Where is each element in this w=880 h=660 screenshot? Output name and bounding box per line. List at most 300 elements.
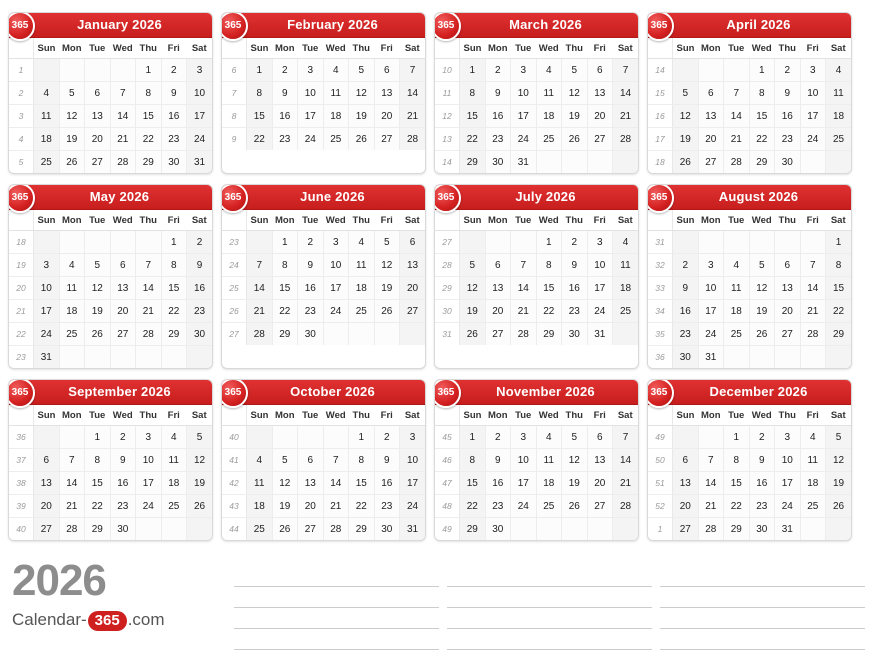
day-cell[interactable]: 11 [613,254,639,277]
day-cell[interactable]: 18 [247,495,273,518]
day-cell[interactable]: 30 [562,323,588,346]
day-cell[interactable]: 23 [161,128,187,151]
day-cell[interactable]: 4 [536,426,562,449]
note-line[interactable] [234,587,439,608]
day-cell[interactable]: 4 [826,59,852,82]
day-cell[interactable]: 25 [536,128,562,151]
day-cell[interactable]: 15 [136,105,162,128]
day-cell[interactable]: 3 [34,254,60,277]
day-cell[interactable]: 4 [724,254,750,277]
day-cell[interactable]: 16 [272,105,298,128]
day-cell[interactable]: 28 [110,151,136,174]
day-cell[interactable]: 23 [775,128,801,151]
day-cell[interactable]: 19 [59,128,85,151]
day-cell[interactable]: 14 [613,449,639,472]
day-cell[interactable]: 20 [110,300,136,323]
day-cell[interactable]: 8 [536,254,562,277]
day-cell[interactable]: 23 [485,495,511,518]
day-cell[interactable]: 7 [613,59,639,82]
day-cell[interactable]: 25 [800,495,826,518]
day-cell[interactable]: 30 [374,518,400,541]
day-cell[interactable]: 30 [775,151,801,174]
day-cell[interactable]: 10 [187,82,213,105]
day-cell[interactable]: 11 [247,472,273,495]
day-cell[interactable]: 14 [323,472,349,495]
day-cell[interactable]: 10 [698,277,724,300]
day-cell[interactable]: 20 [775,300,801,323]
day-cell[interactable]: 16 [485,105,511,128]
day-cell[interactable]: 11 [826,82,852,105]
day-cell[interactable]: 24 [136,495,162,518]
day-cell[interactable]: 18 [349,277,375,300]
day-cell[interactable]: 28 [511,323,537,346]
day-cell[interactable]: 2 [562,231,588,254]
day-cell[interactable]: 23 [110,495,136,518]
day-cell[interactable]: 3 [298,59,324,82]
day-cell[interactable]: 24 [298,128,324,151]
day-cell[interactable]: 17 [400,472,426,495]
day-cell[interactable]: 3 [775,426,801,449]
day-cell[interactable]: 16 [298,277,324,300]
day-cell[interactable]: 11 [536,82,562,105]
day-cell[interactable]: 13 [587,449,613,472]
day-cell[interactable]: 20 [85,128,111,151]
day-cell[interactable]: 4 [34,82,60,105]
day-cell[interactable]: 15 [460,105,486,128]
day-cell[interactable]: 5 [826,426,852,449]
day-cell[interactable]: 6 [85,82,111,105]
day-cell[interactable]: 1 [460,59,486,82]
day-cell[interactable]: 16 [775,105,801,128]
day-cell[interactable]: 28 [136,323,162,346]
day-cell[interactable]: 21 [136,300,162,323]
day-cell[interactable]: 29 [460,151,486,174]
day-cell[interactable]: 26 [562,128,588,151]
day-cell[interactable]: 29 [460,518,486,541]
day-cell[interactable]: 2 [374,426,400,449]
day-cell[interactable]: 14 [247,277,273,300]
day-cell[interactable]: 21 [511,300,537,323]
day-cell[interactable]: 24 [587,300,613,323]
day-cell[interactable]: 4 [800,426,826,449]
day-cell[interactable]: 28 [323,518,349,541]
day-cell[interactable]: 28 [247,323,273,346]
day-cell[interactable]: 4 [323,59,349,82]
day-cell[interactable]: 19 [85,300,111,323]
day-cell[interactable]: 24 [698,323,724,346]
day-cell[interactable]: 1 [272,231,298,254]
day-cell[interactable]: 29 [272,323,298,346]
day-cell[interactable]: 22 [349,495,375,518]
day-cell[interactable]: 3 [698,254,724,277]
day-cell[interactable]: 26 [460,323,486,346]
day-cell[interactable]: 12 [826,449,852,472]
day-cell[interactable]: 22 [460,128,486,151]
day-cell[interactable]: 22 [247,128,273,151]
day-cell[interactable]: 25 [247,518,273,541]
day-cell[interactable]: 3 [187,59,213,82]
day-cell[interactable]: 15 [247,105,273,128]
day-cell[interactable]: 2 [775,59,801,82]
day-cell[interactable]: 19 [272,495,298,518]
day-cell[interactable]: 27 [85,151,111,174]
day-cell[interactable]: 28 [59,518,85,541]
day-cell[interactable]: 11 [724,277,750,300]
day-cell[interactable]: 9 [749,449,775,472]
note-line[interactable] [234,629,439,650]
day-cell[interactable]: 14 [613,82,639,105]
day-cell[interactable]: 26 [85,323,111,346]
day-cell[interactable]: 19 [349,105,375,128]
day-cell[interactable]: 8 [85,449,111,472]
day-cell[interactable]: 15 [349,472,375,495]
day-cell[interactable]: 20 [587,105,613,128]
day-cell[interactable]: 11 [34,105,60,128]
day-cell[interactable]: 7 [698,449,724,472]
day-cell[interactable]: 31 [698,346,724,369]
day-cell[interactable]: 20 [673,495,699,518]
day-cell[interactable]: 8 [460,449,486,472]
day-cell[interactable]: 1 [136,59,162,82]
day-cell[interactable]: 25 [349,300,375,323]
day-cell[interactable]: 8 [749,82,775,105]
day-cell[interactable]: 22 [272,300,298,323]
day-cell[interactable]: 14 [400,82,426,105]
day-cell[interactable]: 1 [460,426,486,449]
day-cell[interactable]: 15 [460,472,486,495]
day-cell[interactable]: 7 [59,449,85,472]
day-cell[interactable]: 18 [800,472,826,495]
day-cell[interactable]: 7 [613,426,639,449]
day-cell[interactable]: 16 [673,300,699,323]
day-cell[interactable]: 17 [800,105,826,128]
day-cell[interactable]: 23 [749,495,775,518]
note-line[interactable] [660,566,865,587]
day-cell[interactable]: 7 [136,254,162,277]
day-cell[interactable]: 3 [400,426,426,449]
day-cell[interactable]: 23 [272,128,298,151]
day-cell[interactable]: 26 [374,300,400,323]
day-cell[interactable]: 19 [374,277,400,300]
day-cell[interactable]: 7 [400,59,426,82]
day-cell[interactable]: 23 [673,323,699,346]
day-cell[interactable]: 10 [800,82,826,105]
day-cell[interactable]: 9 [110,449,136,472]
day-cell[interactable]: 20 [374,105,400,128]
day-cell[interactable]: 6 [400,231,426,254]
day-cell[interactable]: 6 [587,59,613,82]
day-cell[interactable]: 11 [800,449,826,472]
day-cell[interactable]: 4 [613,231,639,254]
day-cell[interactable]: 6 [34,449,60,472]
day-cell[interactable]: 16 [161,105,187,128]
day-cell[interactable]: 11 [161,449,187,472]
day-cell[interactable]: 1 [247,59,273,82]
day-cell[interactable]: 13 [110,277,136,300]
day-cell[interactable]: 13 [400,254,426,277]
day-cell[interactable]: 5 [562,426,588,449]
day-cell[interactable]: 28 [613,495,639,518]
day-cell[interactable]: 9 [272,82,298,105]
day-cell[interactable]: 18 [826,105,852,128]
day-cell[interactable]: 29 [724,518,750,541]
day-cell[interactable]: 24 [323,300,349,323]
day-cell[interactable]: 9 [187,254,213,277]
day-cell[interactable]: 4 [349,231,375,254]
day-cell[interactable]: 27 [698,151,724,174]
day-cell[interactable]: 23 [374,495,400,518]
day-cell[interactable]: 13 [673,472,699,495]
day-cell[interactable]: 20 [485,300,511,323]
day-cell[interactable]: 18 [34,128,60,151]
day-cell[interactable]: 14 [800,277,826,300]
day-cell[interactable]: 21 [800,300,826,323]
day-cell[interactable]: 5 [673,82,699,105]
day-cell[interactable]: 12 [187,449,213,472]
day-cell[interactable]: 13 [485,277,511,300]
day-cell[interactable]: 5 [85,254,111,277]
note-line[interactable] [660,587,865,608]
day-cell[interactable]: 1 [161,231,187,254]
day-cell[interactable]: 17 [511,472,537,495]
day-cell[interactable]: 2 [110,426,136,449]
day-cell[interactable]: 7 [511,254,537,277]
day-cell[interactable]: 8 [349,449,375,472]
day-cell[interactable]: 28 [400,128,426,151]
day-cell[interactable]: 18 [59,300,85,323]
day-cell[interactable]: 13 [298,472,324,495]
day-cell[interactable]: 3 [136,426,162,449]
day-cell[interactable]: 28 [724,151,750,174]
day-cell[interactable]: 24 [34,323,60,346]
day-cell[interactable]: 31 [400,518,426,541]
day-cell[interactable]: 24 [400,495,426,518]
day-cell[interactable]: 15 [826,277,852,300]
day-cell[interactable]: 5 [374,231,400,254]
day-cell[interactable]: 25 [536,495,562,518]
day-cell[interactable]: 27 [587,128,613,151]
day-cell[interactable]: 3 [511,426,537,449]
day-cell[interactable]: 4 [536,59,562,82]
day-cell[interactable]: 20 [400,277,426,300]
day-cell[interactable]: 10 [775,449,801,472]
day-cell[interactable]: 15 [749,105,775,128]
day-cell[interactable]: 9 [673,277,699,300]
day-cell[interactable]: 16 [374,472,400,495]
note-line[interactable] [660,608,865,629]
day-cell[interactable]: 9 [161,82,187,105]
day-cell[interactable]: 6 [587,426,613,449]
day-cell[interactable]: 17 [323,277,349,300]
note-line[interactable] [234,608,439,629]
day-cell[interactable]: 2 [485,59,511,82]
day-cell[interactable]: 8 [826,254,852,277]
brand-logo[interactable] [12,610,165,631]
day-cell[interactable]: 29 [161,323,187,346]
day-cell[interactable]: 20 [298,495,324,518]
day-cell[interactable]: 10 [34,277,60,300]
day-cell[interactable]: 7 [800,254,826,277]
day-cell[interactable]: 30 [673,346,699,369]
day-cell[interactable]: 27 [400,300,426,323]
day-cell[interactable]: 29 [136,151,162,174]
day-cell[interactable]: 29 [749,151,775,174]
day-cell[interactable]: 29 [826,323,852,346]
day-cell[interactable]: 21 [323,495,349,518]
day-cell[interactable]: 13 [34,472,60,495]
day-cell[interactable]: 5 [562,59,588,82]
day-cell[interactable]: 20 [34,495,60,518]
day-cell[interactable]: 12 [749,277,775,300]
day-cell[interactable]: 5 [187,426,213,449]
day-cell[interactable]: 27 [34,518,60,541]
day-cell[interactable]: 17 [187,105,213,128]
day-cell[interactable]: 17 [511,105,537,128]
day-cell[interactable]: 31 [187,151,213,174]
day-cell[interactable]: 25 [161,495,187,518]
day-cell[interactable]: 6 [485,254,511,277]
day-cell[interactable]: 8 [460,82,486,105]
day-cell[interactable]: 1 [724,426,750,449]
day-cell[interactable]: 25 [323,128,349,151]
day-cell[interactable]: 17 [298,105,324,128]
day-cell[interactable]: 2 [485,426,511,449]
day-cell[interactable]: 3 [511,59,537,82]
day-cell[interactable]: 13 [698,105,724,128]
day-cell[interactable]: 16 [749,472,775,495]
day-cell[interactable]: 5 [59,82,85,105]
day-cell[interactable]: 29 [349,518,375,541]
day-cell[interactable]: 26 [673,151,699,174]
day-cell[interactable]: 30 [485,151,511,174]
day-cell[interactable]: 3 [587,231,613,254]
day-cell[interactable]: 31 [775,518,801,541]
day-cell[interactable]: 24 [511,495,537,518]
day-cell[interactable]: 7 [247,254,273,277]
day-cell[interactable]: 3 [800,59,826,82]
day-cell[interactable]: 18 [323,105,349,128]
day-cell[interactable]: 19 [826,472,852,495]
day-cell[interactable]: 11 [349,254,375,277]
day-cell[interactable]: 25 [59,323,85,346]
day-cell[interactable]: 1 [85,426,111,449]
day-cell[interactable]: 12 [59,105,85,128]
day-cell[interactable]: 15 [161,277,187,300]
day-cell[interactable]: 1 [536,231,562,254]
day-cell[interactable]: 22 [85,495,111,518]
day-cell[interactable]: 2 [161,59,187,82]
day-cell[interactable]: 24 [511,128,537,151]
day-cell[interactable]: 15 [536,277,562,300]
day-cell[interactable]: 12 [349,82,375,105]
day-cell[interactable]: 22 [749,128,775,151]
day-cell[interactable]: 23 [562,300,588,323]
day-cell[interactable]: 16 [485,472,511,495]
day-cell[interactable]: 8 [272,254,298,277]
day-cell[interactable]: 13 [587,82,613,105]
day-cell[interactable]: 6 [673,449,699,472]
day-cell[interactable]: 22 [826,300,852,323]
day-cell[interactable]: 25 [826,128,852,151]
day-cell[interactable]: 30 [110,518,136,541]
day-cell[interactable]: 1 [349,426,375,449]
day-cell[interactable]: 15 [85,472,111,495]
note-line[interactable] [234,566,439,587]
day-cell[interactable]: 26 [562,495,588,518]
day-cell[interactable]: 18 [536,472,562,495]
day-cell[interactable]: 19 [749,300,775,323]
day-cell[interactable]: 5 [460,254,486,277]
day-cell[interactable]: 28 [698,518,724,541]
day-cell[interactable]: 14 [724,105,750,128]
day-cell[interactable]: 10 [298,82,324,105]
day-cell[interactable]: 9 [562,254,588,277]
day-cell[interactable]: 27 [673,518,699,541]
day-cell[interactable]: 27 [298,518,324,541]
day-cell[interactable]: 6 [110,254,136,277]
day-cell[interactable]: 12 [673,105,699,128]
day-cell[interactable]: 18 [161,472,187,495]
day-cell[interactable]: 22 [161,300,187,323]
day-cell[interactable]: 26 [187,495,213,518]
day-cell[interactable]: 27 [374,128,400,151]
day-cell[interactable]: 12 [85,277,111,300]
day-cell[interactable]: 22 [536,300,562,323]
day-cell[interactable]: 1 [749,59,775,82]
day-cell[interactable]: 17 [34,300,60,323]
day-cell[interactable]: 2 [673,254,699,277]
note-line[interactable] [660,629,865,650]
day-cell[interactable]: 23 [187,300,213,323]
day-cell[interactable]: 11 [59,277,85,300]
day-cell[interactable]: 2 [187,231,213,254]
day-cell[interactable]: 27 [110,323,136,346]
day-cell[interactable]: 13 [85,105,111,128]
day-cell[interactable]: 25 [724,323,750,346]
day-cell[interactable]: 17 [698,300,724,323]
day-cell[interactable]: 24 [800,128,826,151]
day-cell[interactable]: 19 [460,300,486,323]
day-cell[interactable]: 2 [272,59,298,82]
day-cell[interactable]: 21 [698,495,724,518]
day-cell[interactable]: 8 [247,82,273,105]
day-cell[interactable]: 21 [400,105,426,128]
day-cell[interactable]: 25 [613,300,639,323]
day-cell[interactable]: 12 [562,449,588,472]
day-cell[interactable]: 12 [272,472,298,495]
day-cell[interactable]: 19 [673,128,699,151]
day-cell[interactable]: 7 [323,449,349,472]
day-cell[interactable]: 24 [775,495,801,518]
day-cell[interactable]: 4 [247,449,273,472]
day-cell[interactable]: 12 [374,254,400,277]
day-cell[interactable]: 30 [298,323,324,346]
day-cell[interactable]: 16 [110,472,136,495]
day-cell[interactable]: 10 [587,254,613,277]
day-cell[interactable]: 15 [724,472,750,495]
note-line[interactable] [447,566,652,587]
day-cell[interactable]: 23 [485,128,511,151]
day-cell[interactable]: 18 [536,105,562,128]
note-line[interactable] [447,587,652,608]
day-cell[interactable]: 31 [587,323,613,346]
day-cell[interactable]: 22 [460,495,486,518]
day-cell[interactable]: 1 [826,231,852,254]
day-cell[interactable]: 26 [826,495,852,518]
day-cell[interactable]: 13 [775,277,801,300]
day-cell[interactable]: 27 [485,323,511,346]
day-cell[interactable]: 19 [187,472,213,495]
